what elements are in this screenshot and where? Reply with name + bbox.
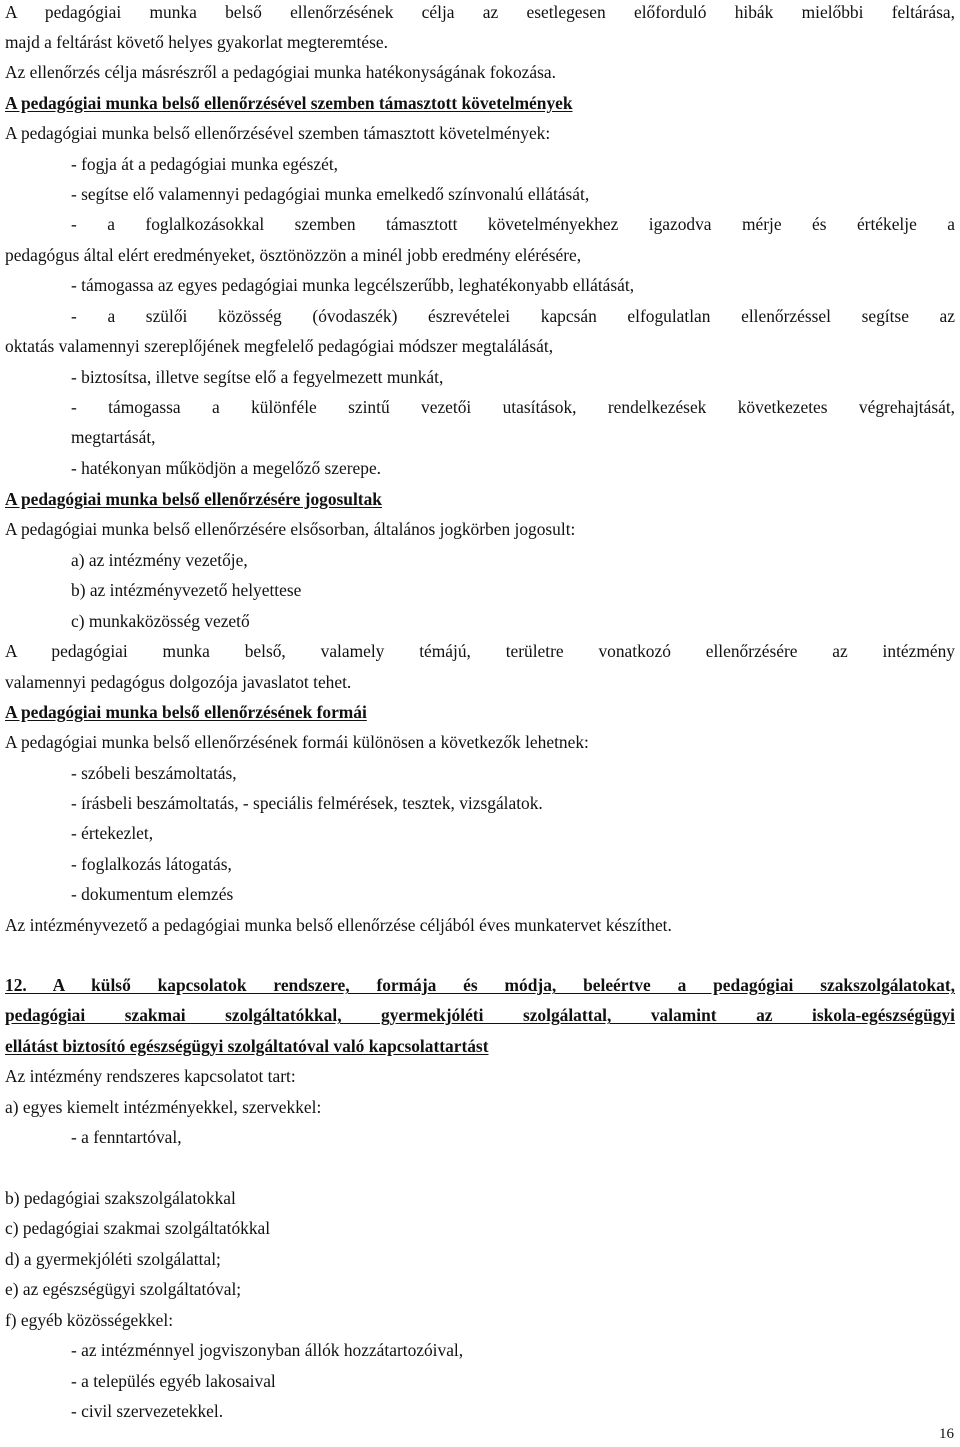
list-item: d) a gyermekjóléti szolgálattal; <box>5 1249 221 1269</box>
list-subitem: - a fenntartóval, <box>71 1127 182 1147</box>
list-item: c) pedagógiai szakmai szolgáltatókkal <box>5 1218 271 1238</box>
section-heading-external-line-3: ellátást biztosító egészségügyi szolgáltatóval való kapcsolattartást <box>5 1036 489 1056</box>
list-item-continuation: pedagógus által elért eredményeket, ösztönözzön a minél jobb eredmény elérésére, <box>5 245 582 265</box>
paragraph-line: A pedagógiai munka belső, valamely témájú, területre vonatkozó ellenőrzésére az intézmény <box>5 641 955 661</box>
section-heading-requirements: A pedagógiai munka belső ellenőrzésével szemben támasztott követelmények <box>5 93 573 113</box>
section-heading-forms: A pedagógiai munka belső ellenőrzésének formái <box>5 702 367 722</box>
list-item: - foglalkozás látogatás, <box>71 854 232 874</box>
section-heading-authorized: A pedagógiai munka belső ellenőrzésére jogosultak <box>5 489 382 509</box>
section-intro-authorized: A pedagógiai munka belső ellenőrzésére elsősorban, általános jogkörben jogosult: <box>5 519 576 539</box>
section-heading-external-line-2: pedagógiai szakmai szolgáltatókkal, gyermekjóléti szolgálattal, valamint az iskola-egészségügyi <box>5 1005 955 1025</box>
list-item: - támogassa az egyes pedagógiai munka legcélszerűbb, leghatékonyabb ellátását, <box>71 275 635 295</box>
list-item: - támogassa a különféle szintű vezetői utasítások, rendelkezések következetes végrehajtását, <box>71 397 955 417</box>
list-item: b) pedagógiai szakszolgálatokkal <box>5 1188 236 1208</box>
list-item: b) az intézményvezető helyettese <box>71 580 302 600</box>
section-closing-forms: Az intézményvezető a pedagógiai munka belső ellenőrzése céljából éves munkatervet készíthet. <box>5 915 672 935</box>
section-intro-external: Az intézmény rendszeres kapcsolatot tart: <box>5 1066 296 1086</box>
list-item-continuation: oktatás valamennyi szereplőjének megfelelő pedagógiai módszer megtalálását, <box>5 336 554 356</box>
list-item: - értekezlet, <box>71 823 154 843</box>
list-subitem: - a település egyéb lakosaival <box>71 1371 276 1391</box>
list-item: - hatékonyan működjön a megelőző szerepe. <box>71 458 382 478</box>
list-item: c) munkaközösség vezető <box>71 611 250 631</box>
intro-line-1: A pedagógiai munka belső ellenőrzésének célja az esetlegesen előforduló hibák mielőbbi feltárása, <box>5 2 955 22</box>
list-item: - dokumentum elemzés <box>71 884 234 904</box>
list-subitem: - az intézménnyel jogviszonyban állók hozzátartozóival, <box>71 1340 464 1360</box>
page-number: 16 <box>939 1426 954 1442</box>
list-item-continuation: megtartását, <box>71 427 156 447</box>
list-item: a) az intézmény vezetője, <box>71 550 248 570</box>
list-item: - segítse elő valamennyi pedagógiai munka emelkedő színvonalú ellátását, <box>71 184 590 204</box>
list-item: a) egyes kiemelt intézményekkel, szervekkel: <box>5 1097 322 1117</box>
section-heading-external-line-1: 12. A külső kapcsolatok rendszere, formája és módja, beleértve a pedagógiai szakszolgálatokat, <box>5 975 955 995</box>
list-item: - szóbeli beszámoltatás, <box>71 763 237 783</box>
list-item: - a szülői közösség (óvodaszék) észrevételei kapcsán elfogulatlan ellenőrzéssel segítse az <box>71 306 955 326</box>
section-intro-requirements: A pedagógiai munka belső ellenőrzésével szemben támasztott követelmények: <box>5 123 551 143</box>
intro-line-2: majd a feltárást követő helyes gyakorlat megteremtése. <box>5 32 388 52</box>
intro-line-3: Az ellenőrzés célja másrészről a pedagógiai munka hatékonyságának fokozása. <box>5 62 556 82</box>
list-item: - fogja át a pedagógiai munka egészét, <box>71 154 339 174</box>
list-item: - írásbeli beszámoltatás, - speciális felmérések, tesztek, vizsgálatok. <box>71 793 543 813</box>
section-intro-forms: A pedagógiai munka belső ellenőrzésének formái különösen a következők lehetnek: <box>5 732 589 752</box>
list-item: - a foglalkozásokkal szemben támasztott követelményekhez igazodva mérje és értékelje a <box>71 214 955 234</box>
paragraph-line: valamennyi pedagógus dolgozója javaslatot tehet. <box>5 672 352 692</box>
list-item: - biztosítsa, illetve segítse elő a fegyelmezett munkát, <box>71 367 444 387</box>
list-item: e) az egészségügyi szolgáltatóval; <box>5 1279 242 1299</box>
list-item: f) egyéb közösségekkel: <box>5 1310 174 1330</box>
list-subitem: - civil szervezetekkel. <box>71 1401 224 1421</box>
